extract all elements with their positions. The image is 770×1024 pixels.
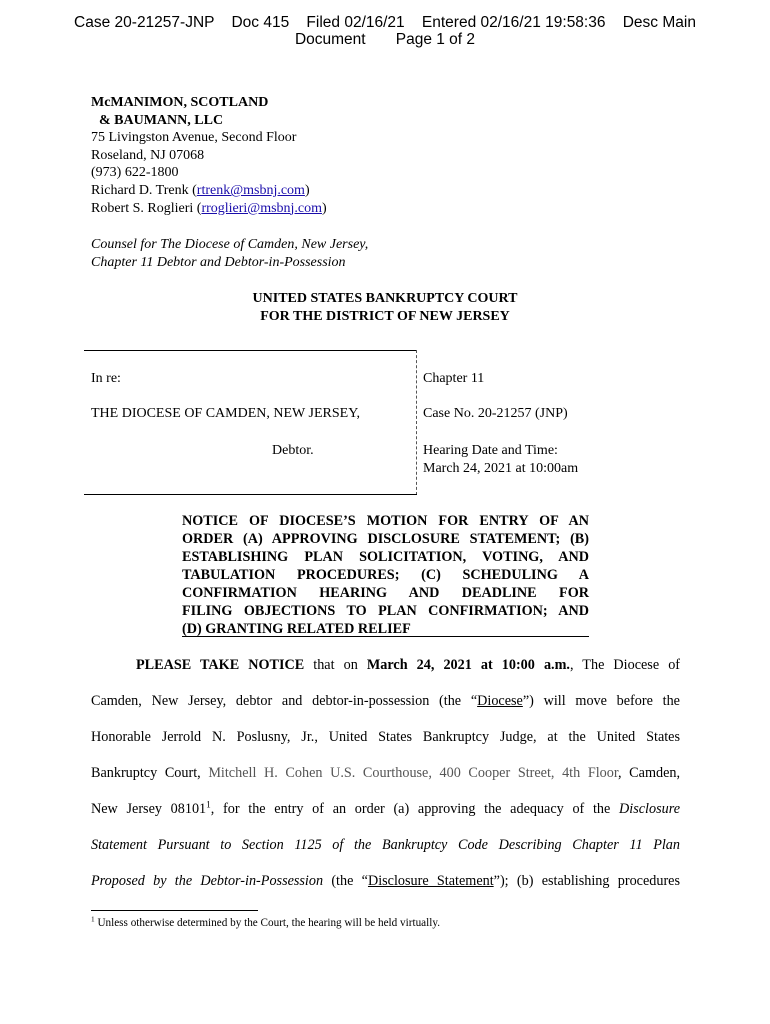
attorney-roglieri-name: Robert S. Roglieri (	[91, 200, 202, 216]
courthouse-address: Mitchell H. Cohen U.S. Courthouse, 400 Cooper Street, 4th Floor	[208, 765, 619, 781]
please-take-notice: PLEASE TAKE NOTICE	[136, 657, 305, 673]
title-line: ESTABLISHING PLAN SOLICITATION, VOTING, AND	[182, 549, 589, 565]
hearing-label: Hearing Date and Time:	[423, 443, 558, 458]
defined-term-diocese: Diocese	[477, 693, 523, 709]
court-name: UNITED STATES BANKRUPTCY COURT	[252, 291, 518, 306]
disclosure-title: Disclosure	[619, 801, 680, 817]
hearing-value: March 24, 2021 at 10:00am	[423, 461, 579, 476]
trenk-email-link[interactable]: rtrenk@msbnj.com	[196, 183, 305, 198]
title-line: ORDER (A) APPROVING DISCLOSURE STATEMENT; (B)	[182, 531, 589, 547]
document-title	[182, 512, 589, 638]
chapter-label: Chapter 11	[423, 371, 485, 386]
roglieri-email-link[interactable]: rroglieri@msbnj.com	[201, 200, 323, 216]
footnote	[91, 916, 440, 930]
body-text: ”); (b) establishing procedures	[493, 873, 680, 889]
doc-number: Doc 415	[231, 14, 290, 31]
body-text: Bankruptcy Court,	[91, 765, 209, 781]
body-text: (the “	[323, 873, 368, 889]
document-label: Document	[294, 31, 366, 48]
title-line: FILING OBJECTIONS TO PLAN CONFIRMATION; AND	[182, 603, 589, 619]
body-text: , for the entry of an order (a) approving the adequacy of the	[210, 801, 620, 817]
footnote-ref[interactable]: 1	[206, 799, 211, 810]
body-line-1	[136, 648, 680, 684]
title-line: TABULATION PROCEDURES; (C) SCHEDULING A	[182, 567, 589, 583]
body-text: ”) will move before the	[522, 693, 680, 709]
title-line: NOTICE OF DIOCESE’S MOTION FOR ENTRY OF AN	[182, 513, 589, 529]
debtor-name: THE DIOCESE OF CAMDEN, NEW JERSEY,	[91, 406, 360, 421]
entered-date: Entered 02/16/21 19:58:36	[421, 14, 606, 31]
in-re-label: In re:	[91, 371, 121, 386]
footnote-text: Unless otherwise determined by the Court, the hearing will be held virtually.	[97, 917, 441, 929]
desc-label: Desc Main	[622, 14, 696, 31]
attorney-roglieri	[91, 200, 327, 218]
firm-address-line1: 75 Livingston Avenue, Second Floor	[91, 130, 297, 146]
attorney-trenk-name: Richard D. Trenk (	[91, 183, 197, 198]
disclosure-title: Proposed by the Debtor-in-Possession	[91, 873, 324, 889]
case-number: Case 20-21257-JNP	[74, 14, 215, 31]
firm-address-line2: Roseland, NJ 07068	[91, 147, 205, 163]
caption-divider	[416, 350, 417, 495]
body-line-2	[91, 684, 680, 720]
body-line-6: Statement Pursuant to Section 1125 of the Bankruptcy Code Describing Chapter 11 Plan	[91, 837, 680, 853]
attorney-roglieri-close: )	[322, 200, 327, 216]
footnote-rule	[91, 910, 258, 911]
body-text: , Camden,	[618, 765, 681, 781]
firm-name-line1: McMANIMON, SCOTLAND	[91, 95, 269, 110]
caption-bottom-rule	[84, 494, 417, 495]
counsel-line1: Counsel for The Diocese of Camden, New Jersey,	[91, 237, 369, 252]
debtor-label: Debtor.	[272, 443, 314, 458]
defined-term-disclosure-statement: Disclosure Statement	[367, 873, 494, 889]
title-underline	[182, 636, 589, 637]
body-line-5	[91, 792, 680, 828]
body-line-7	[91, 864, 680, 900]
body-text: , The Diocese of	[569, 657, 681, 673]
title-line: CONFIRMATION HEARING AND DEADLINE FOR	[182, 585, 589, 601]
attorney-trenk-close: )	[304, 183, 310, 198]
body-text: that on	[304, 657, 367, 673]
hearing-datetime: March 24, 2021 at 10:00 a.m.	[366, 657, 570, 673]
title-line: (D) GRANTING RELATED RELIEF	[182, 621, 411, 637]
body-text: Camden, New Jersey, debtor and debtor-in-possession (the “	[91, 693, 478, 709]
firm-name-line2: & BAUMANN, LLC	[99, 112, 224, 128]
firm-phone: (973) 622-1800	[91, 165, 179, 181]
body-text: New Jersey 08101	[91, 801, 207, 817]
footnote-marker: 1	[91, 915, 95, 924]
case-no: Case No. 20-21257 (JNP)	[423, 406, 568, 421]
ecf-header	[0, 14, 770, 48]
counsel-line2: Chapter 11 Debtor and Debtor-in-Possession	[91, 255, 346, 270]
body-line-3: Honorable Jerrold N. Poslusny, Jr., United States Bankruptcy Judge, at the United States	[91, 729, 680, 745]
page-indicator: Page 1 of 2	[395, 31, 476, 48]
attorney-trenk	[91, 182, 310, 200]
filed-date: Filed 02/16/21	[306, 14, 405, 31]
body-line-4	[91, 756, 680, 792]
caption-top-rule	[84, 350, 417, 351]
court-district: FOR THE DISTRICT OF NEW JERSEY	[260, 309, 510, 324]
